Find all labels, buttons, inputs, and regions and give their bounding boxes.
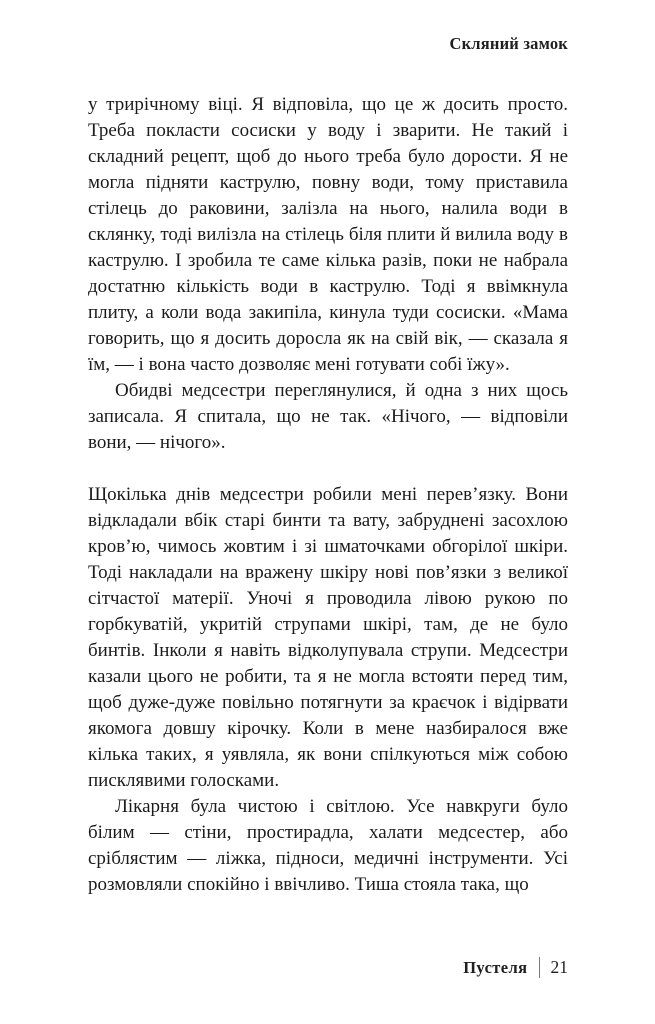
paragraph-section-start: Щокілька днів медсестри робили мені перев’язку. Вони відкладали вбік старі бинти та вату, забруднені засохлою кров’ю, чимось жовтим і зі шматочками обгорілої шкіри. Тоді накладали на вражену шкіру нові пов’язки з великої сітчастої матерії. Уночі я проводила лівою рукою по горбкуватій, укритій струпами шкірі, там, де не було бинтів. Інколи я навіть відколупувала струпи. Медсестри казали цього не робити, та я не могла встояти перед тим, щоб дуже-дуже повільно потягнути за краєчок і відірвати якомога довшу кірочку. Коли в мене назбиралося вже кілька таких, я уявляла, як вони спілкуються між собою писклявими голосками. [88,484,568,791]
page-number: 21 [550,957,568,977]
paragraph: Обидві медсестри переглянулися, й одна з них щось записала. Я спитала, що не так. «Нічого, — відповіли вони, — нічого». [88,380,568,453]
paragraph: Лікарня була чистою і світлою. Усе навкруги було білим — стіни, простирадла, халати медсестер, або сріблястим — ліжка, підноси, медичні інструменти. Усі розмовляли спокійно і ввічливо. Тиша стояла така, що [88,796,568,895]
footer-divider [539,957,540,978]
running-header [88,34,568,54]
chapter-name: Пустеля [463,957,528,977]
paragraph-continuation: у трирічному віці. Я відповіла, що це ж досить просто. Треба покласти сосиски у воду і зварити. Не такий і складний рецепт, щоб до нього треба було дорости. Я не могла підняти каструлю, повну води, тому приставила стілець до раковини, залізла на нього, налила води в склянку, тоді вилізла на стілець біля плити й вилила воду в каструлю. І зробила те саме кілька разів, поки не набрала достатню кількість води в каструлю. Тоді я ввімкнула плиту, а коли вода закипіла, кинула туди сосиски. «Мама говорить, що я досить доросла як на свій вік, — сказала я їм, — і вона часто дозволяє мені готувати собі їжу». [88,94,568,375]
book-title: Скляний замок [449,34,568,53]
page-body [88,92,568,898]
page-footer [463,957,568,978]
